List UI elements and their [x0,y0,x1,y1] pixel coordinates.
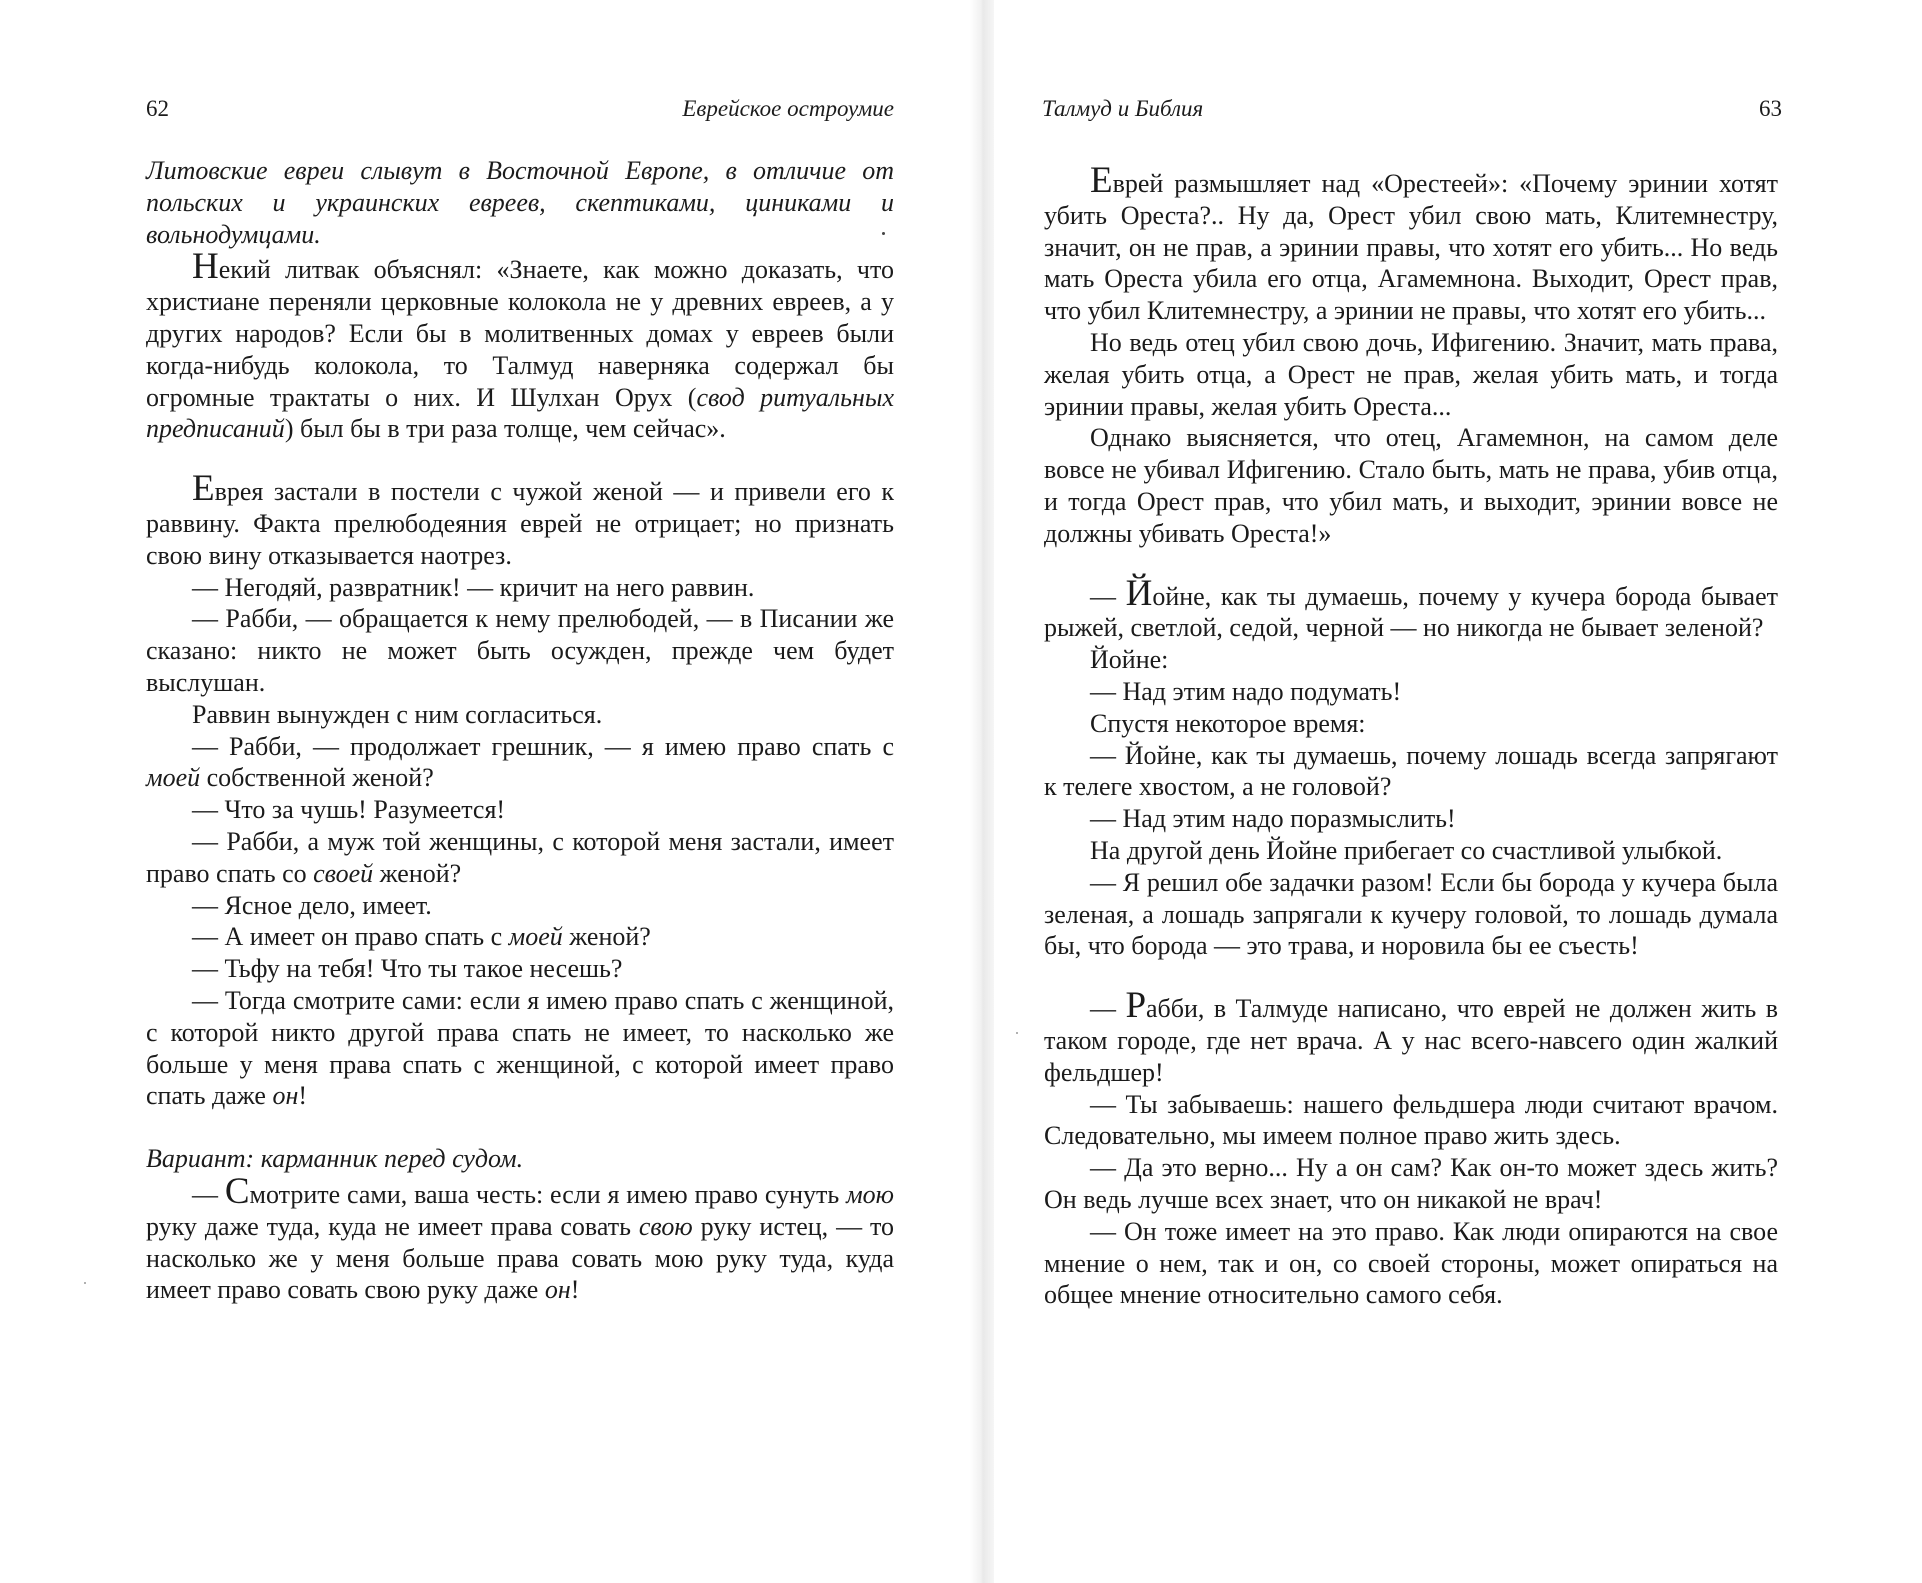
dialogue-line: — Тьфу на тебя! Что ты такое несешь? [192,954,623,984]
print-speck [1016,1032,1018,1034]
print-speck [882,232,885,235]
paragraph: Однако выясняется, что отец, Агамемнон, на самом деле вовсе не убивал Ифигению. Стало быть, мать не права, убив отца, и тогда Орест прав, что убил мать, и выходит, эринии вовсе не должны убивать Ореста!» [1044,423,1778,548]
dialogue-line: Йойне: [1090,645,1169,675]
paragraph: — Смотрите сами, ваша честь: если я имею право сунуть мою руку даже туда, куда не имеет права совать свою руку истец, — то насколько же у меня больше права совать мою руку туда, куда имеет право совать свою руку даже он! [146,1170,894,1305]
initial-letter: Й [1125,572,1153,614]
paragraph: — Рабби, в Талмуде написано, что еврей не должен жить в таком городе, где нет врача. А у нас всего-навсего один жалкий фельдшер! [1044,985,1778,1087]
dialogue-line: — Я решил обе задачки разом! Если бы борода у кучера была зеленая, а лошадь запрягали к кучеру головой, то лошадь думала бы, что борода — это трава, и норовила бы ее съесть! [1044,867,1778,961]
dialogue-line: — Тогда смотрите сами: если я имею право спать с женщиной, с которой никто другой права спать не имеет, то насколько же больше у меня права спать с женщиной, с которой имеет право спать даже он! [146,985,894,1111]
dialogue-line: — Рабби, — обращается к нему прелюбодей, — в Писании же сказано: никто не может быть осужден, прежде чем будет выслушан. [146,604,894,697]
right-page [994,0,1922,1583]
dialogue-line: — Йойне, как ты думаешь, почему лошадь всегда запрягают к телеге хвостом, а не головой? [1044,740,1778,802]
dialogue-line: — Он тоже имеет на это право. Как люди опираются на свое мнение о нем, так и он, со своей стороны, может опираться на общее мнение относительно самого себя. [1044,1216,1778,1310]
print-speck [84,1282,86,1284]
initial-letter: Н [192,246,219,288]
paragraph: Некий литвак объяснял: «Знаете, как можно доказать, что христиане переняли церковные колокола не у древних евреев, а у других народов? Если бы в молитвенных домах у евреев были когда-нибудь колокола, то Талмуд наверняка содержал бы огромные трактаты о них. И Шулхан Орух (свод ритуальных предписаний) был бы в три раза толще, чем сейчас». [146,246,894,444]
dialogue-line: — Над этим надо подумать! [1090,676,1402,706]
page-number: 63 [1759,96,1782,121]
page-number: 62 [146,96,169,121]
running-head: Талмуд и Библия [1042,96,1204,121]
dialogue-line: Раввин вынужден с ним согласиться. [192,699,603,729]
dialogue-line: — Что за чушь! Разумеется! [192,795,506,825]
paragraph: — Йойне, как ты думаешь, почему у кучера борода бывает рыжей, светлой, седой, черной — но никогда не бывает зеленой? [1044,572,1778,643]
paragraph: Еврея застали в постели с чужой женой — и привели его к раввину. Факта прелюбодеяния еврей не отрицает; но признать свою вину отказывается наотрез. [146,468,894,570]
dialogue-line: — Рабби, — продолжает грешник, — я имею право спать с моей собственной женой? [146,731,894,793]
dialogue-line: — Над этим надо поразмыслить! [1090,804,1456,834]
dialogue-line: — Да это верно... Ну а он сам? Как он-то может здесь жить? Он ведь лучше всех знает, что он никакой не врач! [1044,1153,1778,1214]
paragraph: Но ведь отец убил свою дочь, Ифигению. Значит, мать права, желая убить отца, а Орест не прав, желая убить мать, и тогда эринии правы, желая убить Ореста... [1044,327,1778,421]
initial-letter: Е [1090,160,1113,201]
dialogue-line: Спустя некоторое время: [1090,708,1366,738]
left-page-text [146,155,894,1306]
dialogue-line: — Рабби, а муж той женщины, с которой меня застали, имеет право спать со своей женой? [146,826,894,888]
dialogue-line: — Ясное дело, имеет. [192,890,432,920]
intro-paragraph: Литовские евреи слывут в Восточной Европе, в отличие от польских и украинских евреев, скептиками, циниками и вольнодумцами. [146,156,894,249]
dialogue-line: — А имеет он право спать с моей женой? [192,922,651,952]
running-head: Еврейское остроумие [682,96,894,121]
initial-letter: С [224,1170,250,1212]
dialogue-line: — Ты забываешь: нашего фельдшера люди считают врачом. Следовательно, мы имеем полное право жить здесь. [1044,1089,1778,1151]
right-page-text [1044,160,1778,1311]
initial-letter: Е [192,468,215,510]
dialogue-line: На другой день Йойне прибегает со счастливой улыбкой. [1090,835,1723,865]
book-gutter [970,0,994,1583]
variant-heading: Вариант: карманник перед судом. [146,1144,524,1174]
dialogue-line: — Негодяй, развратник! — кричит на него раввин. [192,572,755,602]
paragraph: Еврей размышляет над «Орестеей»: «Почему эринии хотят убить Ореста?.. Ну да, Орест убил свою мать, Клитемнестру, значит, он не прав, а эринии правы, что хотят его убить... Но ведь мать Ореста убила его отца, Агамемнона. Выходит, Орест прав, что убил Клитемнестру, а эринии не правы, что хотят его убить... [1044,160,1778,326]
initial-letter: Р [1125,985,1147,1027]
